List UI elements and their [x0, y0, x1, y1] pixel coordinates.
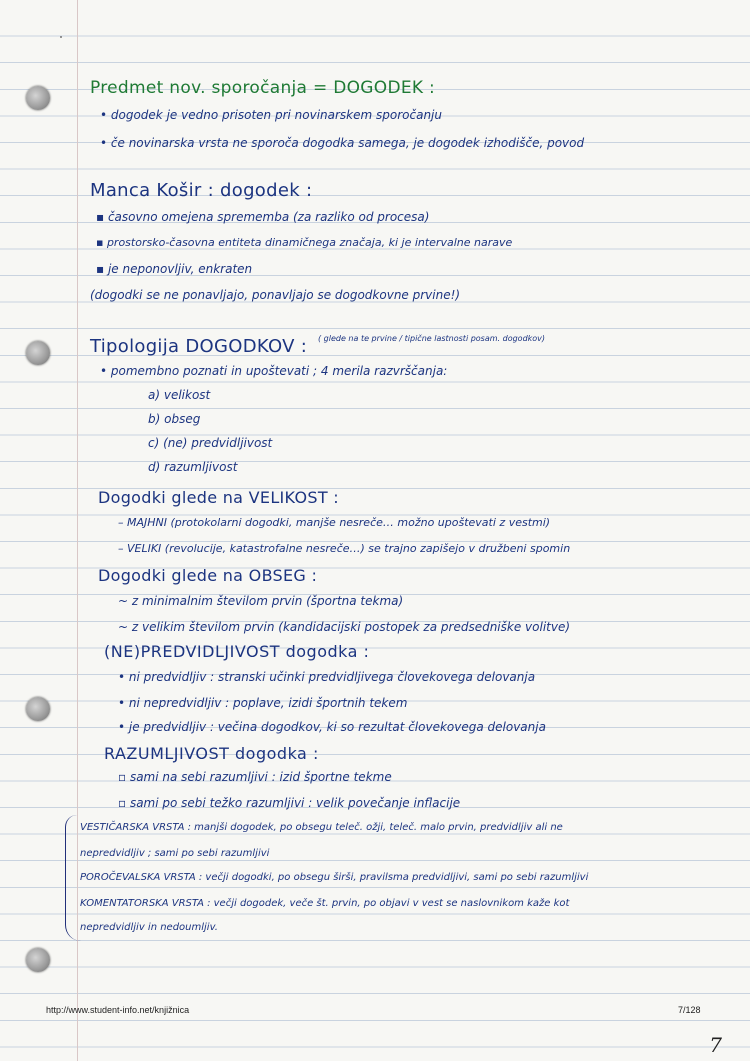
- punch-hole-2: [26, 341, 50, 365]
- line-predvidljivost-1: • ni predvidljiv : stranski učinki predvidljivega človekovega delovanja: [118, 670, 536, 684]
- heading-tipologija: Tipologija DOGODKOV :: [90, 336, 308, 357]
- line-kosir-1: ▪ časovno omejena sprememba (za razliko od procesa): [96, 210, 430, 224]
- line-predvidljivost-3: • je predvidljiv : večina dogodkov, ki so rezultat človekovega delovanja: [118, 720, 546, 734]
- line-kosir-note: (dogodki se ne ponavljajo, ponavljajo se dogodkovne prvine!): [90, 288, 461, 302]
- line-merilo-b: b) obseg: [148, 412, 201, 426]
- line-vrste-5: nepredvidljiv in nedoumljiv.: [80, 922, 218, 933]
- footer-url: http://www.student-info.net/knjižnica: [46, 1005, 190, 1015]
- footer-page-number: 7/128: [678, 1005, 701, 1015]
- line-merilo-d: d) razumljivost: [148, 460, 238, 474]
- line-razumljivost-2: ▫ sami po sebi težko razumljivi : velik povečanje inflacije: [118, 796, 461, 810]
- punch-hole-1: [26, 86, 50, 110]
- line-kosir-2: ▪ prostorsko-časovna entiteta dinamičnega značaja, ki je intervalne narave: [96, 236, 513, 249]
- ink-dot: [60, 36, 62, 38]
- line-vrste-4: KOMENTATORSKA VRSTA : večji dogodek, veče št. prvin, po objavi v vest se naslovnikom kaže kot: [80, 898, 570, 909]
- line-obseg-1: ~ z minimalnim številom prvin (športna tekma): [118, 594, 404, 608]
- line-predvidljivost-2: • ni nepredvidljiv : poplave, izidi športnih tekem: [118, 696, 408, 710]
- punch-hole-4: [26, 948, 50, 972]
- heading-predvidljivost: (NE)PREDVIDLJIVOST dogodka :: [104, 642, 370, 661]
- line-obseg-2: ~ z velikim številom prvin (kandidacijski postopek za predsedniške volitve): [118, 620, 571, 634]
- heading-velikost: Dogodki glede na VELIKOST :: [98, 488, 339, 507]
- line-vrste-3: POROČEVALSKA VRSTA : večji dogodki, po obsegu širši, pravilsma predvidljivi, sami po sebi razumljivi: [80, 872, 589, 883]
- line-predmet-2: • če novinarska vrsta ne sporoča dogodka samega, je dogodek izhodišče, povod: [100, 136, 585, 150]
- line-predmet-1: • dogodek je vedno prisoten pri novinarskem sporočanju: [100, 108, 442, 122]
- heading-obseg: Dogodki glede na OBSEG :: [98, 566, 318, 585]
- line-kosir-3: ▪ je neponovljiv, enkraten: [96, 262, 253, 276]
- line-tipologija-note: ( glede na te prvine / tipične lastnosti posam. dogodkov): [318, 334, 546, 343]
- heading-predmet: Predmet nov. sporočanja = DOGODEK :: [90, 78, 436, 98]
- line-vrste-1: VESTIČARSKA VRSTA : manjši dogodek, po obsegu teleč. ožji, teleč. malo prvin, predvidljiv ali ne: [80, 822, 563, 833]
- line-velikost-2: – VELIKI (revolucije, katastrofalne nesreče…) se trajno zapišejo v družbeni spomin: [118, 542, 571, 555]
- heading-razumljivost: RAZUMLJIVOST dogodka :: [104, 744, 319, 763]
- line-velikost-1: – MAJHNI (protokolarni dogodki, manjše nesreče… možno upoštevati z vestmi): [118, 516, 551, 529]
- line-razumljivost-1: ▫ sami na sebi razumljivi : izid športne tekme: [118, 770, 392, 784]
- heading-kosir: Manca Košir : dogodek :: [90, 180, 313, 201]
- line-tipologija-1: • pomembno poznati in upoštevati ; 4 merila razvrščanja:: [100, 364, 448, 378]
- punch-hole-3: [26, 697, 50, 721]
- line-merilo-a: a) velikost: [148, 388, 211, 402]
- line-merilo-c: c) (ne) predvidljivost: [148, 436, 273, 450]
- handwritten-page-number: 7: [709, 1033, 722, 1057]
- line-vrste-2: nepredvidljiv ; sami po sebi razumljivi: [80, 848, 270, 859]
